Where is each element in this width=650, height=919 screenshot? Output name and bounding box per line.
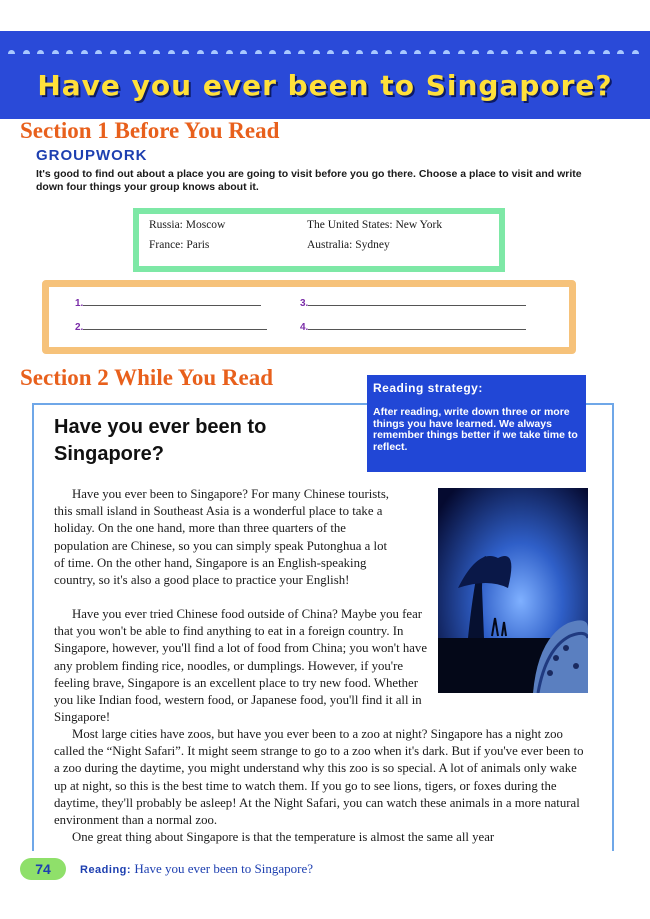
footer-running-title [80,861,313,877]
article-paragraph-3: Most large cities have zoos, but have you ever been to a zoo at night? Singapore has a night zoo called the “Night Safari”. It might seem strange to go to a zoo when it's dark. But if you've ever been to a zoo during the daytime, you might understand why this zoo is so special. A lot of animals only wake up at night, so this is the best time to watch them. If you go to see lions, tigers, or foxes during the daytime, they'll probably be asleep! At the Night Safari, you can watch these animals in a more natural environment than a normal zoo. [54,727,584,828]
answer-box [42,280,576,354]
banner-dot [66,50,73,54]
answer-blank-2[interactable] [75,320,267,333]
article-paragraph-2: Have you ever tried Chinese food outside of China? Maybe you fear that you won't be able to find anything to eat in a foreign country. In Singapore, however, you'll find a lot of food from China; you won't have any problem finding rice, noodles, or dumplings. However, if you're feeling brave, Singapore is an excellent place to try new food. Whether you like Indian food, western food, or Japanese food, you'll find it all in Singapore! [54,607,428,725]
banner-dot [545,50,552,54]
banner-dot [588,50,595,54]
banner-dot [342,50,349,54]
banner-dot [356,50,363,54]
banner-dot [429,50,436,54]
banner-dot [240,50,247,54]
banner-dot [95,50,102,54]
banner-dot [23,50,30,54]
banner-dot [327,50,334,54]
section2-heading: Section 2 While You Read [20,365,274,390]
banner-dot [530,50,537,54]
banner-dot [298,50,305,54]
banner-dot [516,50,523,54]
groupwork-label: GROUPWORK [36,147,148,164]
banner-dot [124,50,131,54]
banner-dot [139,50,146,54]
footer-title: Have you ever been to Singapore? [134,861,313,876]
place-russia: Russia: Moscow [149,219,226,231]
banner-dot [385,50,392,54]
banner-dot [269,50,276,54]
banner-dot [255,50,262,54]
footer-label: Reading: [80,864,132,876]
banner-dot [284,50,291,54]
banner-dot [443,50,450,54]
article-paragraph-1: Have you ever been to Singapore? For many Chinese tourists, this small island in Southeast Asia is a wonderful place to take a holiday. On the one hand, more than three quarters of the population are Chinese, so you can simply speak Putonghua a lot of time. On the other hand, Singapore is an English-speaking country, so it's also a good place to practice your English! [54,487,390,588]
answer-blank-3[interactable] [300,296,526,309]
banner-dot [182,50,189,54]
reading-strategy-box [367,375,586,472]
banner-dot [37,50,44,54]
banner-dot [414,50,421,54]
blank-number: 3. [300,298,309,309]
blank-number: 4. [300,322,309,333]
banner-dot [501,50,508,54]
banner-dot [52,50,59,54]
banner-dot [472,50,479,54]
page-title: Have you ever been to Singapore? [37,69,613,102]
answer-blank-1[interactable] [75,296,261,309]
banner-dot [197,50,204,54]
banner-dot [153,50,160,54]
place-france: France: Paris [149,239,210,251]
banner-dot [400,50,407,54]
answer-blank-4[interactable] [300,320,526,333]
section1-heading: Section 1 Before You Read [20,118,280,143]
groupwork-instructions: It's good to find out about a place you are going to visit before you go there. Choose a place to visit and write down four things your group knows about it. [36,168,582,193]
article-paragraph-4: One great thing about Singapore is that the temperature is almost the same all year [72,830,495,844]
page-number: 74 [20,858,66,880]
banner-dot [226,50,233,54]
blank-number: 1. [75,298,84,309]
banner-dot [574,50,581,54]
strategy-heading: Reading strategy: [373,381,483,395]
banner-dot [487,50,494,54]
banner-dot [371,50,378,54]
banner-dot [559,50,566,54]
night-safari-photo [438,488,588,693]
banner-dot [603,50,610,54]
places-box [133,208,505,272]
article-title: Have you ever been to Singapore? [54,416,267,465]
place-australia: Australia: Sydney [307,239,390,251]
banner-dot [313,50,320,54]
banner-dot [211,50,218,54]
banner-dot [8,50,15,54]
banner-dot [110,50,117,54]
banner-dot [458,50,465,54]
banner-dot [81,50,88,54]
banner-dot [617,50,624,54]
blank-number: 2. [75,322,84,333]
banner-dot [632,50,639,54]
banner-dot [168,50,175,54]
banner-dot-row [8,44,648,54]
strategy-body: After reading, write down three or more things you have learned. We always remember things better if we take time to reflect. [373,406,578,453]
title-banner [0,31,650,119]
place-united-states: The United States: New York [307,219,443,231]
